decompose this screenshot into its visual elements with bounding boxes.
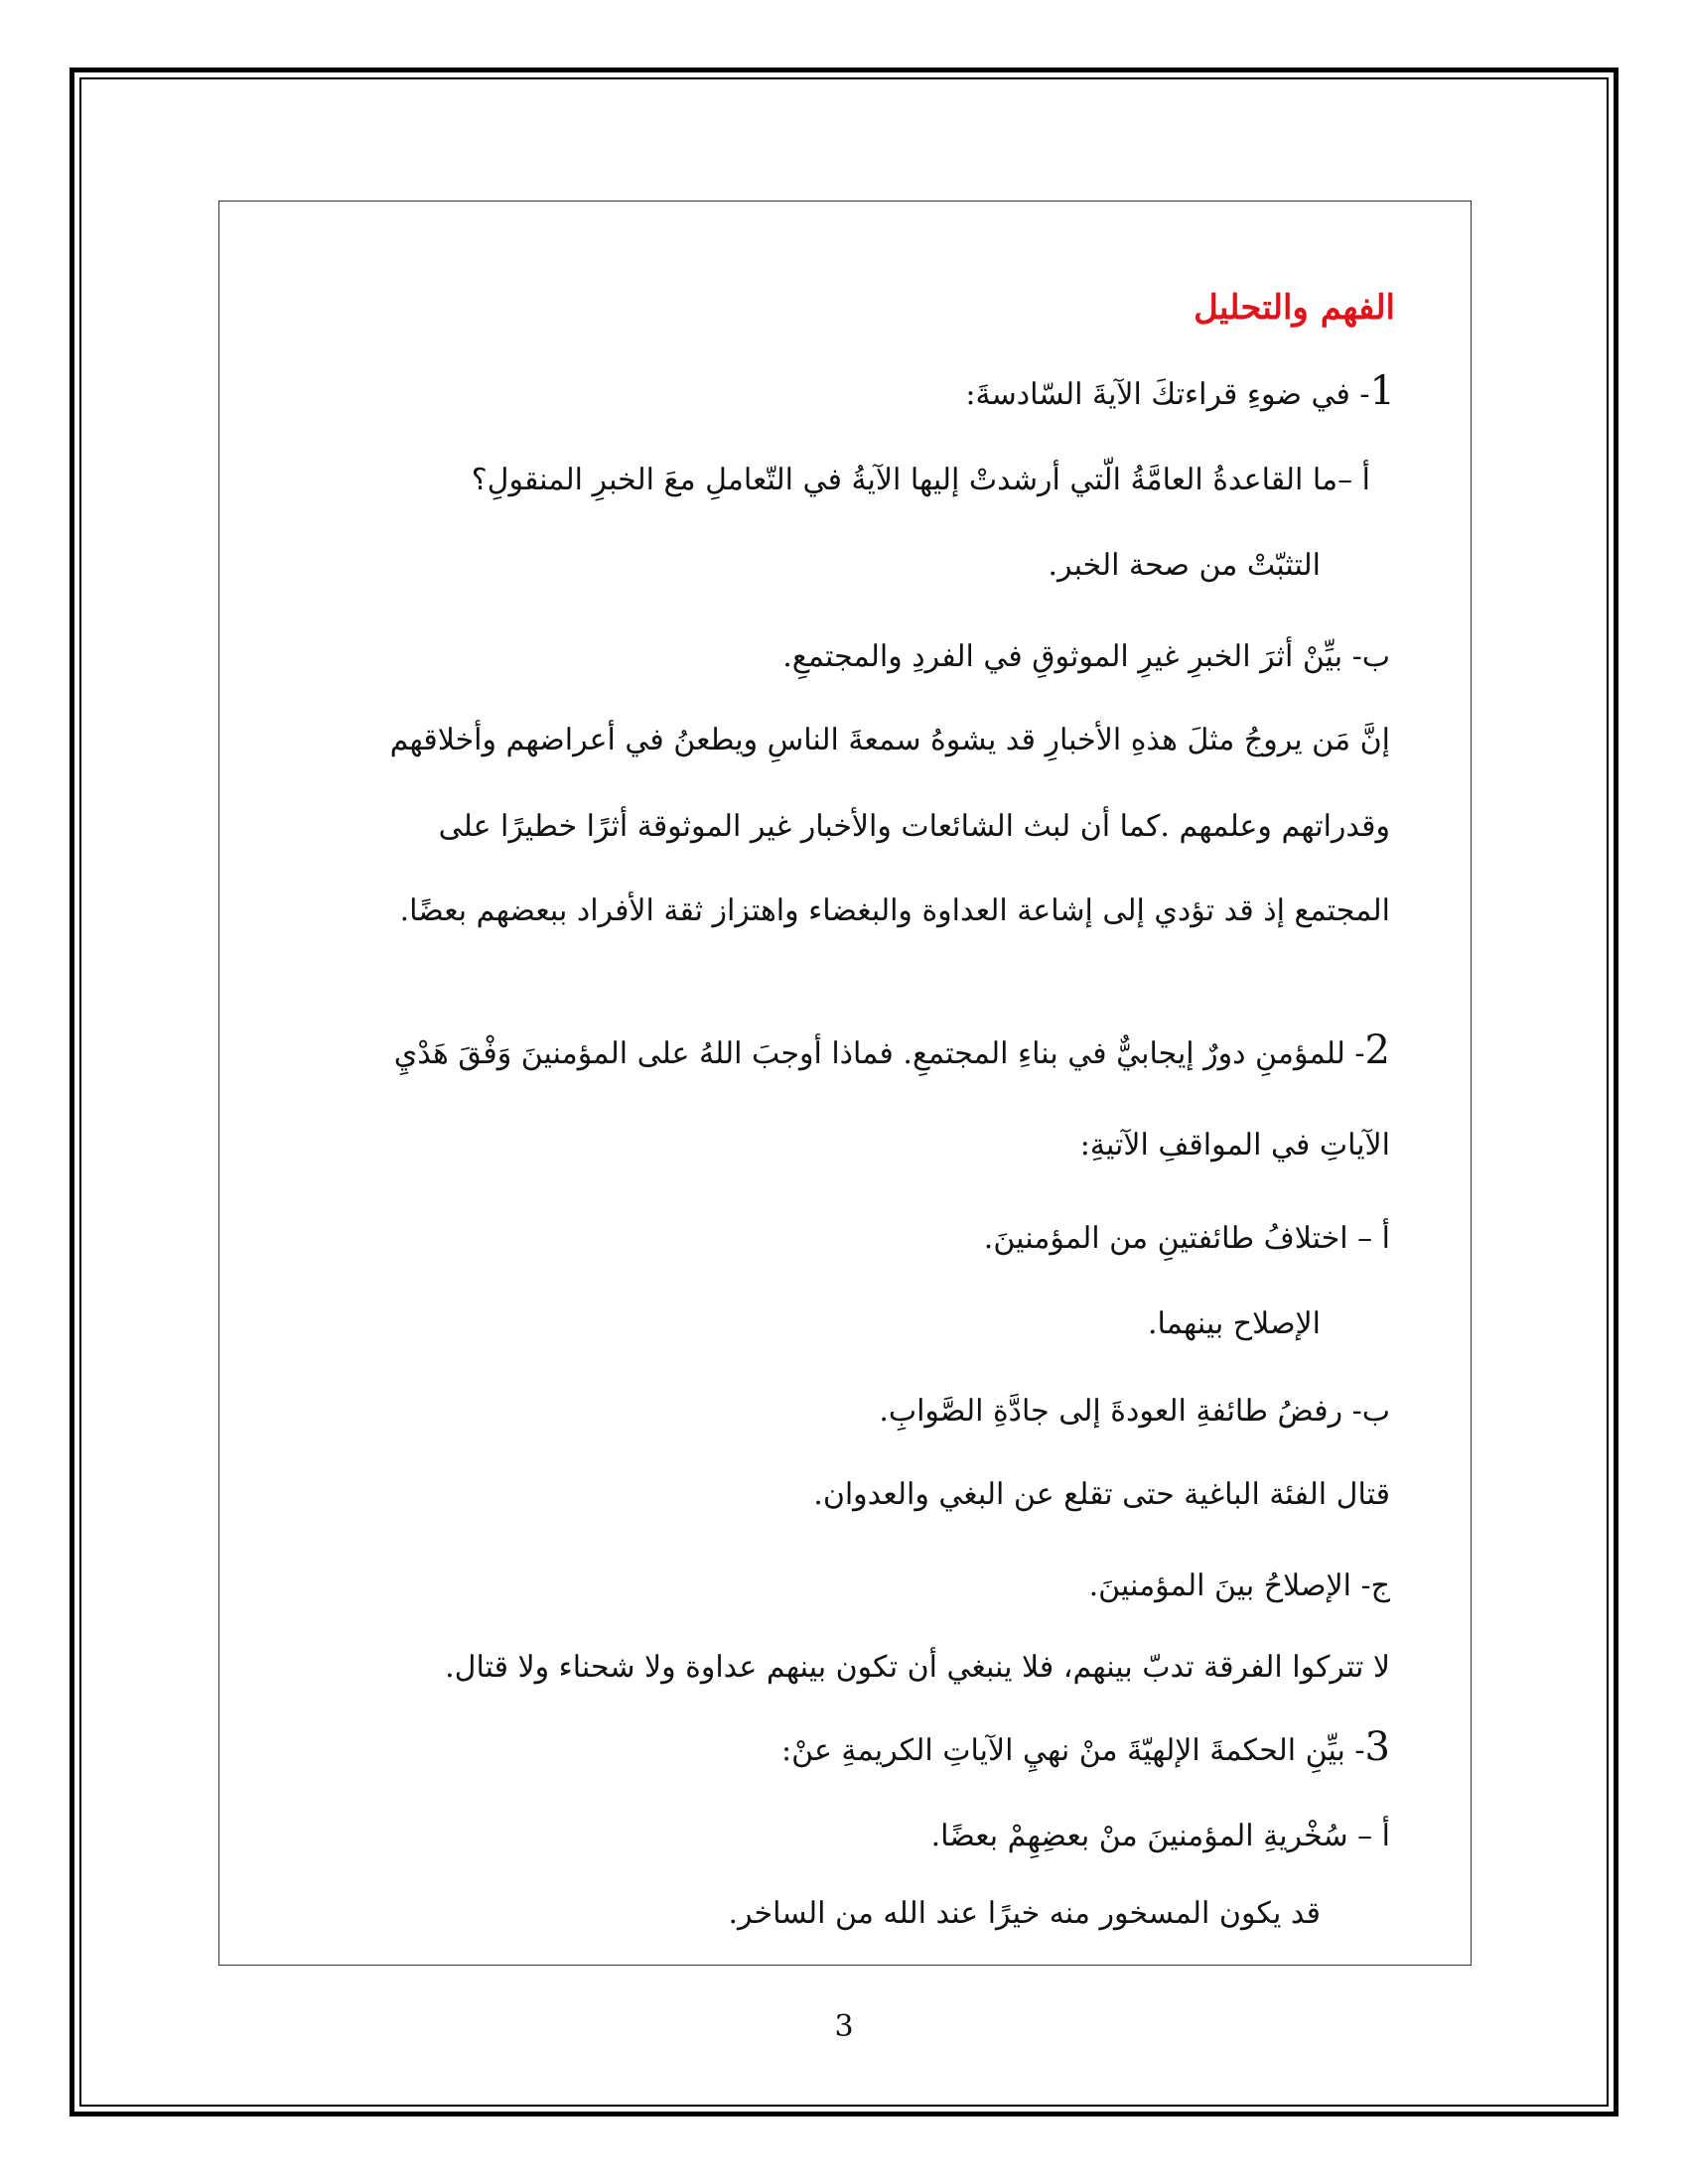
answer-1b-line-1: إنَّ مَن يروجُ مثلَ هذهِ الأخبارِ قد يشوهُ سمعةَ الناسِ ويطعنُ في أعراضهم وأخلاقهم — [389, 723, 1390, 757]
question-3a: أ – سُخْريةِ المؤمنينَ منْ بعضِهِمْ بعضًا. — [930, 1819, 1390, 1853]
answer-1a: التثبّتْ من صحة الخبر. — [1048, 548, 1321, 583]
question-1-prompt-text: - في ضوءِ قراءتكَ الآيةَ السّادسةَ: — [965, 377, 1370, 412]
answer-2a: الإصلاح بينهما. — [1147, 1306, 1321, 1341]
answer-3a: قد يكون المسخور منه خيرًا عند الله من الساخر. — [728, 1896, 1321, 1931]
question-3-number: 3 — [1364, 1724, 1390, 1770]
question-2-prompt-line-1 — [393, 1027, 1390, 1074]
question-1-number: 1 — [1369, 368, 1395, 414]
page-number: 3 — [834, 2009, 854, 2044]
question-2-prompt-text: - للمؤمنِ دورٌ إيجابيٌّ في بناءِ المجتمعِ. فماذا أوجبَ اللهُ على المؤمنينَ وَفْقَ هَدْيِ — [393, 1036, 1365, 1071]
question-2-number: 2 — [1364, 1027, 1390, 1073]
question-3-prompt — [781, 1724, 1390, 1771]
answer-2b: قتال الفئة الباغية حتى تقلع عن البغي والعدوان. — [813, 1477, 1390, 1512]
answer-2c: لا تتركوا الفرقة تدبّ بينهم، فلا ينبغي أن تكون بينهم عداوة ولا شحناء ولا قتال. — [445, 1650, 1390, 1685]
question-3-prompt-text: - بيِّنِ الحكمةَ الإلهيّةَ منْ نهيِ الآياتِ الكريمةِ عنْ: — [781, 1733, 1365, 1768]
answer-1b-line-3: المجتمع إذ قد تؤدي إلى إشاعة العداوة والبغضاء واهتزاز ثقة الأفراد ببعضهم بعضًا. — [399, 893, 1390, 928]
question-1-prompt — [965, 368, 1395, 415]
question-1a: أ –ما القاعدةُ العامَّةُ الّتي أرشدتْ إليها الآيةُ في التّعاملِ معَ الخبرِ المنقولِ؟ — [471, 463, 1370, 497]
question-2a: أ – اختلافُ طائفتينِ من المؤمنينَ. — [983, 1221, 1390, 1256]
question-1b: ب- بيِّنْ أثرَ الخبرِ غيرِ الموثوقِ في الفردِ والمجتمعِ. — [782, 639, 1390, 674]
answer-1b-line-2: وقدراتهم وعلمهم .كما أن لبث الشائعات والأخبار غير الموثوقة أثرًا خطيرًا على — [438, 809, 1390, 844]
question-2c: ج- الإصلاحُ بينَ المؤمنينَ. — [1088, 1569, 1390, 1603]
question-2-prompt-line-2: الآياتِ في المواقفِ الآتيةِ: — [1079, 1128, 1390, 1162]
question-2b: ب- رفضُ طائفةِ العودةَ إلى جادَّةِ الصَّوابِ. — [879, 1394, 1390, 1429]
section-title: الفهم والتحليل — [1194, 288, 1395, 328]
